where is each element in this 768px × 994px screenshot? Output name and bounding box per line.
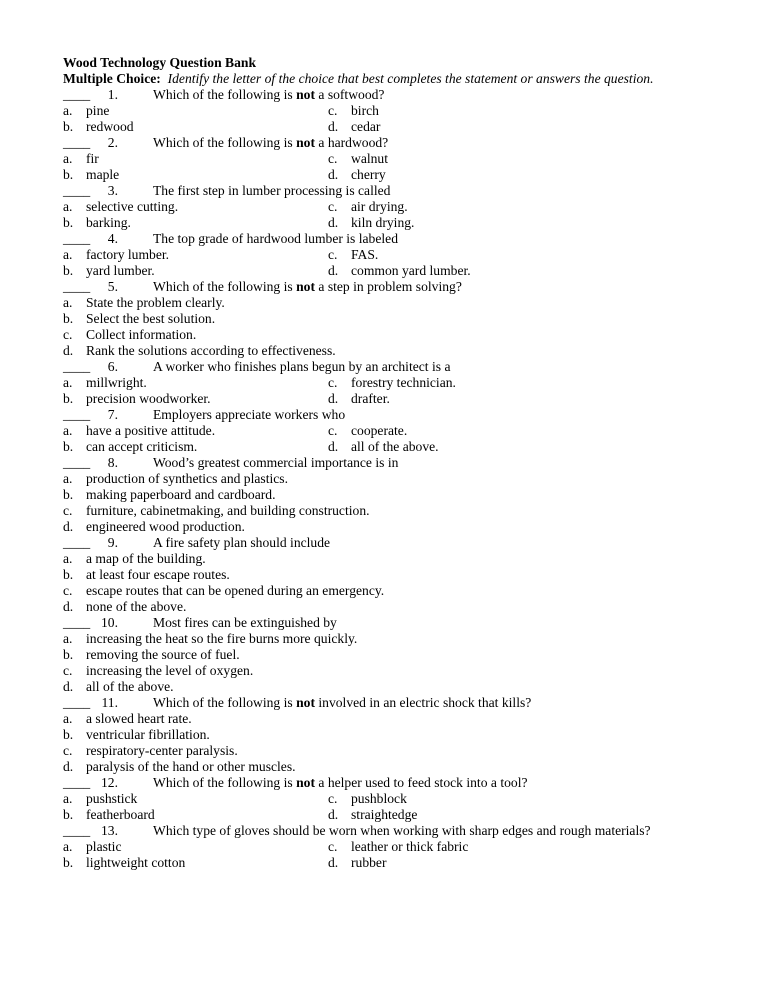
- option-text: maple: [86, 167, 120, 182]
- answer-blank[interactable]: ____: [63, 183, 91, 198]
- question-number: 11.: [101, 695, 118, 710]
- option-letter: c.: [328, 423, 338, 438]
- option-text: pine: [86, 103, 110, 118]
- option-text: paralysis of the hand or other muscles.: [86, 759, 296, 774]
- option-text: respiratory-center paralysis.: [86, 743, 238, 758]
- option-row: [63, 503, 743, 519]
- answer-blank[interactable]: ____: [63, 407, 91, 422]
- section-instructions: Identify the letter of the choice that best completes the statement or answers the question.: [167, 71, 654, 86]
- option-text: all of the above.: [351, 439, 439, 454]
- option-text: featherboard: [86, 807, 155, 822]
- option-row: [63, 647, 743, 663]
- question-text: [153, 87, 384, 103]
- option-letter: b.: [63, 119, 74, 134]
- option-row: [63, 855, 743, 871]
- option-letter: a.: [63, 151, 73, 166]
- option-row: [63, 375, 743, 391]
- answer-blank[interactable]: ____: [63, 231, 91, 246]
- option-row: [63, 391, 743, 407]
- option-letter: b.: [63, 215, 74, 230]
- option-text: State the problem clearly.: [86, 295, 225, 310]
- option-letter: c.: [328, 103, 338, 118]
- question-text: [153, 279, 462, 295]
- option-row: [63, 583, 743, 599]
- option-row: [63, 663, 743, 679]
- option-letter: d.: [328, 263, 339, 278]
- question-text: [153, 695, 531, 711]
- option-letter: b.: [63, 263, 74, 278]
- question-text-post: a hardwood?: [314, 135, 389, 150]
- option-row: [63, 119, 743, 135]
- answer-blank[interactable]: ____: [63, 135, 91, 150]
- question-text: [153, 231, 398, 247]
- question-emphasis: not: [296, 87, 315, 102]
- option-row: [63, 295, 743, 311]
- option-letter: d.: [328, 215, 339, 230]
- option-text: ventricular fibrillation.: [86, 727, 210, 742]
- option-letter: a.: [63, 631, 73, 646]
- option-text: cherry: [351, 167, 386, 182]
- option-text: rubber: [351, 855, 387, 870]
- option-letter: a.: [63, 375, 73, 390]
- option-letter: d.: [63, 343, 74, 358]
- option-row: [63, 679, 743, 695]
- option-text: cedar: [351, 119, 381, 134]
- option-text: leather or thick fabric: [351, 839, 469, 854]
- question-stem: [63, 407, 743, 423]
- question-number: 7.: [107, 407, 118, 422]
- question-list: [63, 87, 743, 871]
- question-stem: [63, 775, 743, 791]
- question-number: 13.: [101, 823, 118, 838]
- option-row: [63, 599, 743, 615]
- question-text-pre: Which type of gloves should be worn when working with sharp edges and rough materials?: [153, 823, 651, 838]
- question-text: [153, 359, 450, 375]
- option-row: [63, 151, 743, 167]
- option-text: making paperboard and cardboard.: [86, 487, 276, 502]
- option-letter: d.: [328, 855, 339, 870]
- question-text: [153, 615, 337, 631]
- option-row: [63, 519, 743, 535]
- question-number: 12.: [101, 775, 118, 790]
- option-letter: d.: [328, 167, 339, 182]
- option-letter: c.: [328, 791, 338, 806]
- question-text: [153, 775, 528, 791]
- answer-blank[interactable]: ____: [63, 359, 91, 374]
- option-row: [63, 263, 743, 279]
- option-letter: b.: [63, 439, 74, 454]
- option-row: [63, 471, 743, 487]
- option-row: [63, 199, 743, 215]
- option-letter: d.: [328, 391, 339, 406]
- option-text: fir: [86, 151, 99, 166]
- option-letter: c.: [63, 583, 73, 598]
- option-letter: a.: [63, 711, 73, 726]
- option-text: cooperate.: [351, 423, 408, 438]
- option-text: kiln drying.: [351, 215, 415, 230]
- question-emphasis: not: [296, 695, 315, 710]
- question-stem: [63, 87, 743, 103]
- question-text-pre: A worker who finishes plans begun by an architect is a: [153, 359, 451, 374]
- option-row: [63, 791, 743, 807]
- option-letter: d.: [63, 519, 74, 534]
- option-letter: c.: [63, 327, 73, 342]
- answer-blank[interactable]: ____: [63, 775, 91, 790]
- option-text: Rank the solutions according to effectiveness.: [86, 343, 336, 358]
- option-row: [63, 567, 743, 583]
- option-letter: b.: [63, 391, 74, 406]
- option-text: increasing the level of oxygen.: [86, 663, 254, 678]
- answer-blank[interactable]: ____: [63, 87, 91, 102]
- option-letter: a.: [63, 791, 73, 806]
- question-text-pre: The first step in lumber processing is called: [153, 183, 391, 198]
- option-text: birch: [351, 103, 379, 118]
- option-text: FAS.: [351, 247, 379, 262]
- question-emphasis: not: [296, 775, 315, 790]
- option-text: pushstick: [86, 791, 138, 806]
- option-row: [63, 103, 743, 119]
- option-letter: d.: [63, 599, 74, 614]
- document-page: [63, 55, 743, 871]
- option-letter: d.: [63, 679, 74, 694]
- question-number: 9.: [107, 535, 118, 550]
- option-letter: d.: [63, 759, 74, 774]
- question-text-pre: Which of the following is: [153, 279, 297, 294]
- option-text: can accept criticism.: [86, 439, 198, 454]
- answer-blank[interactable]: ____: [63, 279, 91, 294]
- option-letter: b.: [63, 807, 74, 822]
- question-stem: [63, 615, 743, 631]
- option-letter: c.: [63, 503, 73, 518]
- question-number: 1.: [107, 87, 118, 102]
- question-text-pre: Most fires can be extinguished by: [153, 615, 337, 630]
- answer-blank[interactable]: ____: [63, 823, 91, 838]
- option-letter: b.: [63, 167, 74, 182]
- option-text: common yard lumber.: [351, 263, 471, 278]
- option-row: [63, 727, 743, 743]
- option-letter: b.: [63, 647, 74, 662]
- option-text: furniture, cabinetmaking, and building construction.: [86, 503, 370, 518]
- option-letter: a.: [63, 247, 73, 262]
- option-text: yard lumber.: [86, 263, 155, 278]
- option-letter: a.: [63, 471, 73, 486]
- option-text: removing the source of fuel.: [86, 647, 240, 662]
- option-letter: c.: [328, 247, 338, 262]
- option-letter: a.: [63, 551, 73, 566]
- option-letter: b.: [63, 727, 74, 742]
- option-text: drafter.: [351, 391, 390, 406]
- question-text-post: involved in an electric shock that kills?: [314, 695, 532, 710]
- option-row: [63, 167, 743, 183]
- option-row: [63, 711, 743, 727]
- option-text: have a positive attitude.: [86, 423, 216, 438]
- option-letter: c.: [328, 199, 338, 214]
- question-emphasis: not: [296, 135, 315, 150]
- document-title: Wood Technology Question Bank: [63, 55, 257, 70]
- option-text: escape routes that can be opened during an emergency.: [86, 583, 385, 598]
- question-text-post: a softwood?: [314, 87, 385, 102]
- question-emphasis: not: [296, 279, 315, 294]
- answer-blank[interactable]: ____: [63, 455, 91, 470]
- question-text-pre: Which of the following is: [153, 135, 297, 150]
- option-letter: c.: [63, 743, 73, 758]
- question-text: [153, 183, 390, 199]
- option-text: Select the best solution.: [86, 311, 216, 326]
- option-letter: c.: [328, 375, 338, 390]
- option-row: [63, 807, 743, 823]
- option-row: [63, 215, 743, 231]
- question-text-pre: Employers appreciate workers who: [153, 407, 346, 422]
- question-stem: [63, 279, 743, 295]
- option-row: [63, 439, 743, 455]
- question-stem: [63, 823, 743, 839]
- option-text: pushblock: [351, 791, 407, 806]
- option-text: a map of the building.: [86, 551, 206, 566]
- option-row: [63, 487, 743, 503]
- option-row: [63, 247, 743, 263]
- option-text: straightedge: [351, 807, 418, 822]
- answer-blank[interactable]: ____: [63, 695, 91, 710]
- question-text-post: a helper used to feed stock into a tool?: [314, 775, 528, 790]
- option-letter: a.: [63, 839, 73, 854]
- option-text: lightweight cotton: [86, 855, 186, 870]
- question-stem: [63, 135, 743, 151]
- option-letter: c.: [328, 151, 338, 166]
- option-row: [63, 759, 743, 775]
- option-letter: a.: [63, 103, 73, 118]
- option-letter: b.: [63, 311, 74, 326]
- option-text: selective cutting.: [86, 199, 179, 214]
- option-row: [63, 631, 743, 647]
- option-text: engineered wood production.: [86, 519, 245, 534]
- option-text: barking.: [86, 215, 131, 230]
- question-stem: [63, 359, 743, 375]
- option-letter: a.: [63, 199, 73, 214]
- question-number: 5.: [107, 279, 118, 294]
- option-text: millwright.: [86, 375, 147, 390]
- option-letter: c.: [328, 839, 338, 854]
- option-row: [63, 311, 743, 327]
- question-number: 3.: [107, 183, 118, 198]
- option-text: at least four escape routes.: [86, 567, 230, 582]
- question-text-pre: A fire safety plan should include: [153, 535, 331, 550]
- option-text: plastic: [86, 839, 122, 854]
- question-number: 2.: [107, 135, 118, 150]
- option-letter: d.: [328, 439, 339, 454]
- question-number: 4.: [107, 231, 118, 246]
- option-row: [63, 423, 743, 439]
- question-stem: [63, 695, 743, 711]
- option-text: forestry technician.: [351, 375, 456, 390]
- option-letter: b.: [63, 567, 74, 582]
- question-text: [153, 407, 345, 423]
- answer-blank[interactable]: ____: [63, 615, 91, 630]
- question-number: 6.: [107, 359, 118, 374]
- section-label: Multiple Choice:: [63, 71, 161, 86]
- question-text-pre: Which of the following is: [153, 695, 297, 710]
- question-number: 8.: [107, 455, 118, 470]
- question-stem: [63, 183, 743, 199]
- question-stem: [63, 455, 743, 471]
- option-text: production of synthetics and plastics.: [86, 471, 288, 486]
- option-text: Collect information.: [86, 327, 197, 342]
- question-text-pre: Which of the following is: [153, 775, 297, 790]
- question-text-post: a step in problem solving?: [314, 279, 462, 294]
- option-text: increasing the heat so the fire burns more quickly.: [86, 631, 358, 646]
- option-text: air drying.: [351, 199, 408, 214]
- option-letter: c.: [63, 663, 73, 678]
- option-letter: b.: [63, 855, 74, 870]
- option-letter: a.: [63, 295, 73, 310]
- question-stem: [63, 231, 743, 247]
- option-letter: d.: [328, 807, 339, 822]
- option-text: none of the above.: [86, 599, 187, 614]
- question-text: [153, 535, 330, 551]
- option-row: [63, 327, 743, 343]
- option-text: walnut: [351, 151, 388, 166]
- option-text: a slowed heart rate.: [86, 711, 192, 726]
- question-text-pre: Wood’s greatest commercial importance is in: [153, 455, 399, 470]
- option-letter: b.: [63, 487, 74, 502]
- question-stem: [63, 535, 743, 551]
- option-row: [63, 839, 743, 855]
- option-letter: d.: [328, 119, 339, 134]
- option-row: [63, 743, 743, 759]
- question-text: [153, 135, 388, 151]
- question-number: 10.: [101, 615, 118, 630]
- answer-blank[interactable]: ____: [63, 535, 91, 550]
- option-text: all of the above.: [86, 679, 174, 694]
- question-text-pre: The top grade of hardwood lumber is labeled: [153, 231, 398, 246]
- option-text: redwood: [86, 119, 134, 134]
- section-header: [63, 71, 743, 87]
- option-row: [63, 551, 743, 567]
- option-text: precision woodworker.: [86, 391, 211, 406]
- option-letter: a.: [63, 423, 73, 438]
- option-text: factory lumber.: [86, 247, 170, 262]
- question-text: [153, 823, 651, 839]
- option-row: [63, 343, 743, 359]
- question-text: [153, 455, 398, 471]
- question-text-pre: Which of the following is: [153, 87, 297, 102]
